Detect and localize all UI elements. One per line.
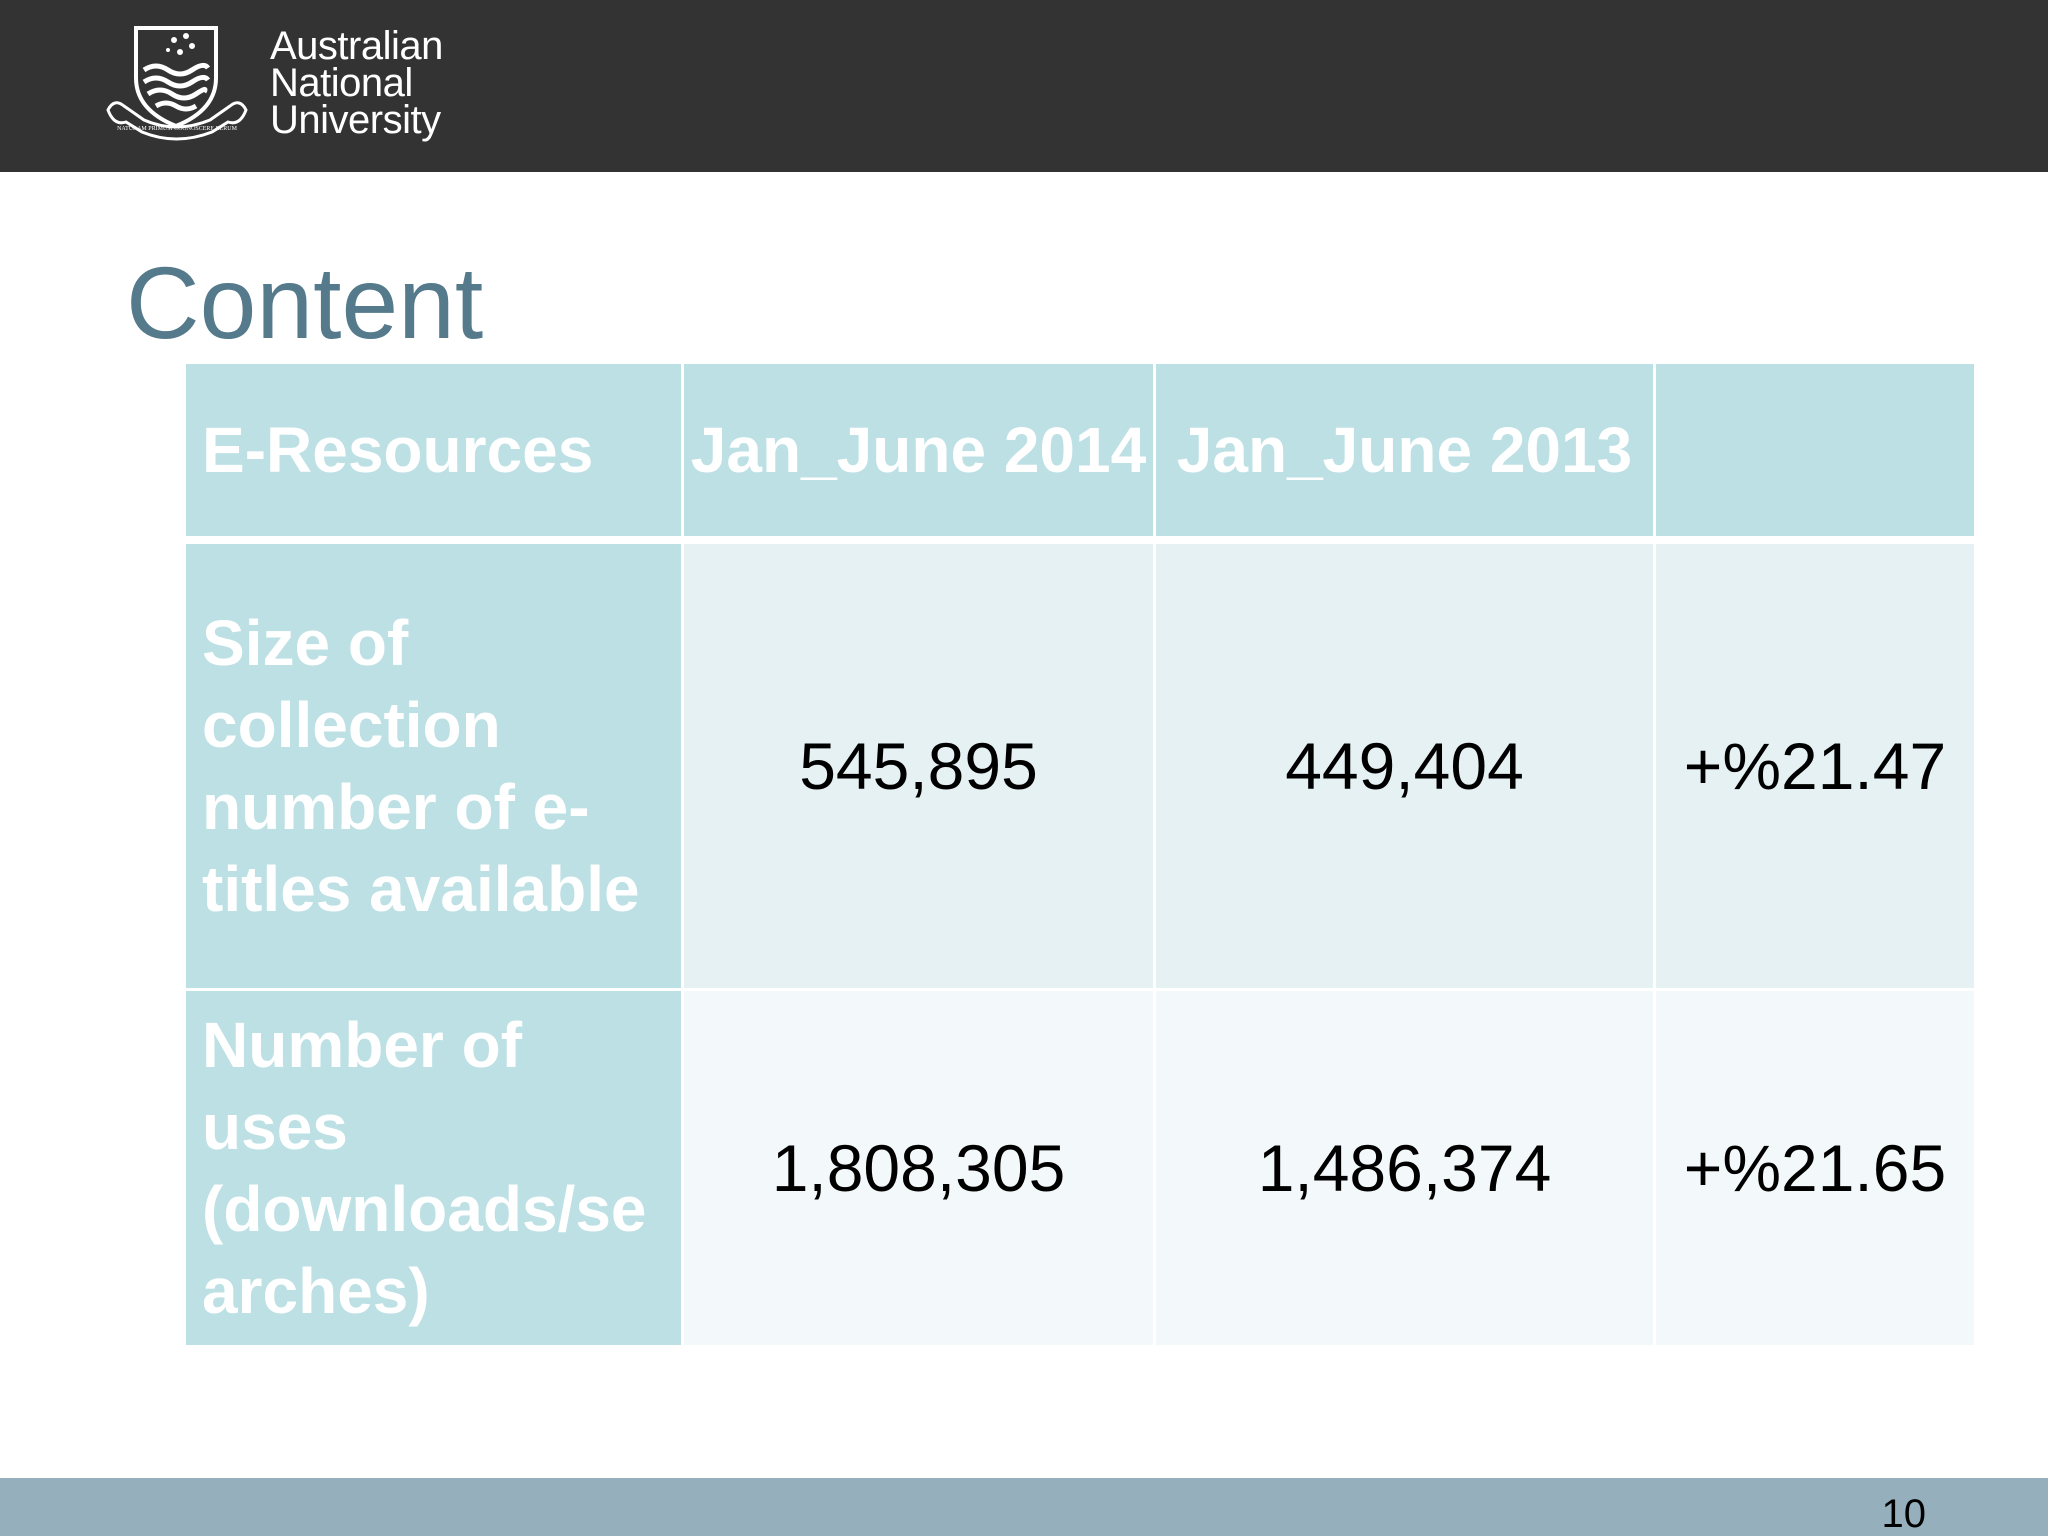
e-resources-table [186, 364, 1974, 1345]
header-cell-change [1656, 364, 1974, 544]
logo-line-2: National [270, 60, 413, 105]
row-label-collection-size: Size of collection number of e-titles available [186, 544, 684, 991]
page-number: 10 [1881, 1492, 1926, 1536]
table-row [186, 544, 1974, 991]
logo-line-1: Australian [270, 23, 443, 68]
header-cell-e-resources: E-Resources [186, 364, 684, 544]
crest-motto: NATURAM PRIMUM COGNOSCERE RERUM [117, 126, 237, 132]
header-cell-2014: Jan_June 2014 [684, 364, 1156, 544]
cell-value-2013: 1,486,374 [1156, 991, 1656, 1345]
header-bar [0, 0, 2048, 172]
footer-bar [0, 1478, 2048, 1536]
anu-logo [104, 22, 443, 144]
logo-line-3: University [270, 97, 441, 142]
table-row [186, 991, 1974, 1345]
cell-value-change: +%21.47 [1656, 544, 1974, 991]
header-cell-2013: Jan_June 2013 [1156, 364, 1656, 544]
anu-crest-icon [104, 22, 250, 144]
cell-value-2014: 545,895 [684, 544, 1156, 991]
cell-value-2013: 449,404 [1156, 544, 1656, 991]
cell-value-2014: 1,808,305 [684, 991, 1156, 1345]
table-header-row [186, 364, 1974, 544]
university-name [270, 23, 443, 142]
row-label-number-of-uses: Number of uses (downloads/searches) [186, 991, 684, 1345]
cell-value-change: +%21.65 [1656, 991, 1974, 1345]
slide-title: Content [126, 246, 484, 360]
